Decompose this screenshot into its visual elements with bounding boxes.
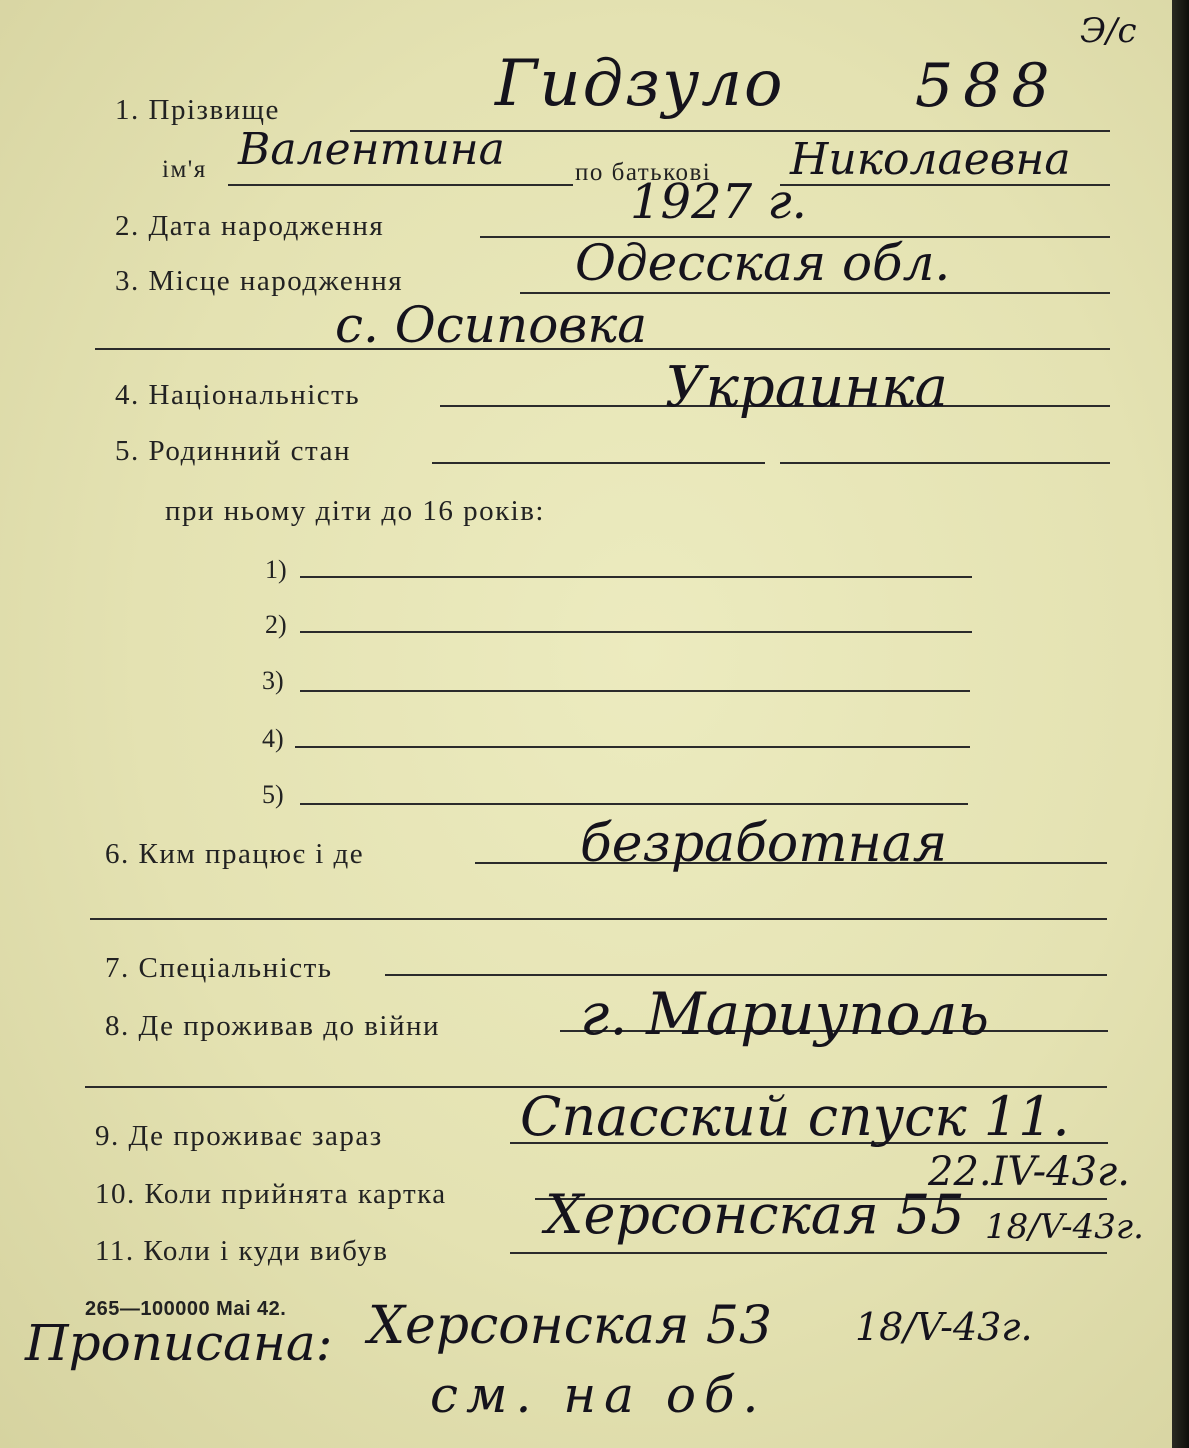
label-card-date: 10. Коли прийнята картка — [95, 1178, 447, 1210]
label-nationality: 4. Національність — [115, 379, 361, 411]
birth-date-value: 1927 г. — [630, 174, 807, 230]
first-name-line — [228, 184, 573, 186]
patronymic-value: Николаевна — [790, 134, 1071, 185]
departure-date-value: 18/V-43г. — [985, 1207, 1144, 1247]
nationality-value: Украинка — [665, 355, 948, 420]
page-edge — [1172, 0, 1189, 1448]
card-date-value: 22.IV-43г. — [928, 1149, 1130, 1195]
label-birth-date: 2. Дата народження — [115, 210, 385, 242]
registered-date: 18/V-43г. — [855, 1305, 1033, 1349]
label-children: при ньому діти до 16 років: — [165, 495, 545, 527]
child-2-line — [300, 631, 972, 633]
label-first-name: ім'я — [162, 156, 207, 183]
departure-place-value: Херсонская 55 — [545, 1183, 965, 1246]
corner-mark: Э/с — [1080, 11, 1137, 51]
label-occupation: 6. Ким працює і де — [105, 838, 365, 870]
birth-place-line — [520, 292, 1110, 294]
marital-status-line-b — [780, 462, 1110, 464]
departure-line — [510, 1252, 1107, 1254]
label-current-residence: 9. Де проживає зараз — [95, 1120, 383, 1152]
child-2-label: 2) — [265, 610, 287, 639]
first-name-value: Валентина — [238, 124, 505, 175]
label-patronymic: по батькові — [575, 159, 712, 186]
marital-status-line-a — [432, 462, 765, 464]
occupation-value: безработная — [580, 814, 948, 874]
child-1-line — [300, 576, 972, 578]
child-3-line — [300, 690, 970, 692]
occupation-line-2 — [90, 918, 1107, 920]
card-number: 588 — [915, 51, 1060, 121]
child-1-label: 1) — [265, 555, 287, 584]
label-birth-place: 3. Місце народження — [115, 265, 404, 297]
child-3-label: 3) — [262, 666, 284, 695]
label-prewar-residence: 8. Де проживав до війни — [105, 1010, 441, 1042]
child-4-label: 4) — [262, 724, 284, 753]
specialty-line — [385, 974, 1107, 976]
registered-label: Прописана: — [25, 1314, 333, 1372]
print-code: 265—100000 Mai 42. — [85, 1298, 287, 1320]
registered-address: Херсонская 53 — [368, 1296, 773, 1356]
label-specialty: 7. Спеціальність — [105, 952, 333, 984]
child-4-line — [295, 746, 970, 748]
label-departure: 11. Коли і куди вибув — [95, 1235, 389, 1267]
birth-place-value-1: Одесская обл. — [575, 234, 951, 292]
see-reverse-note: см. на об. — [430, 1366, 767, 1424]
surname-value: Гидзуло — [495, 47, 785, 121]
child-5-line — [300, 803, 968, 805]
current-residence-value: Спасский спуск 11. — [520, 1085, 1070, 1148]
label-surname: 1. Прізвище — [115, 94, 280, 126]
child-5-label: 5) — [262, 780, 284, 809]
prewar-residence-value: г. Мариуполь — [580, 980, 990, 1048]
label-marital-status: 5. Родинний стан — [115, 435, 351, 467]
birth-place-value-2: с. Осиповка — [335, 296, 648, 354]
